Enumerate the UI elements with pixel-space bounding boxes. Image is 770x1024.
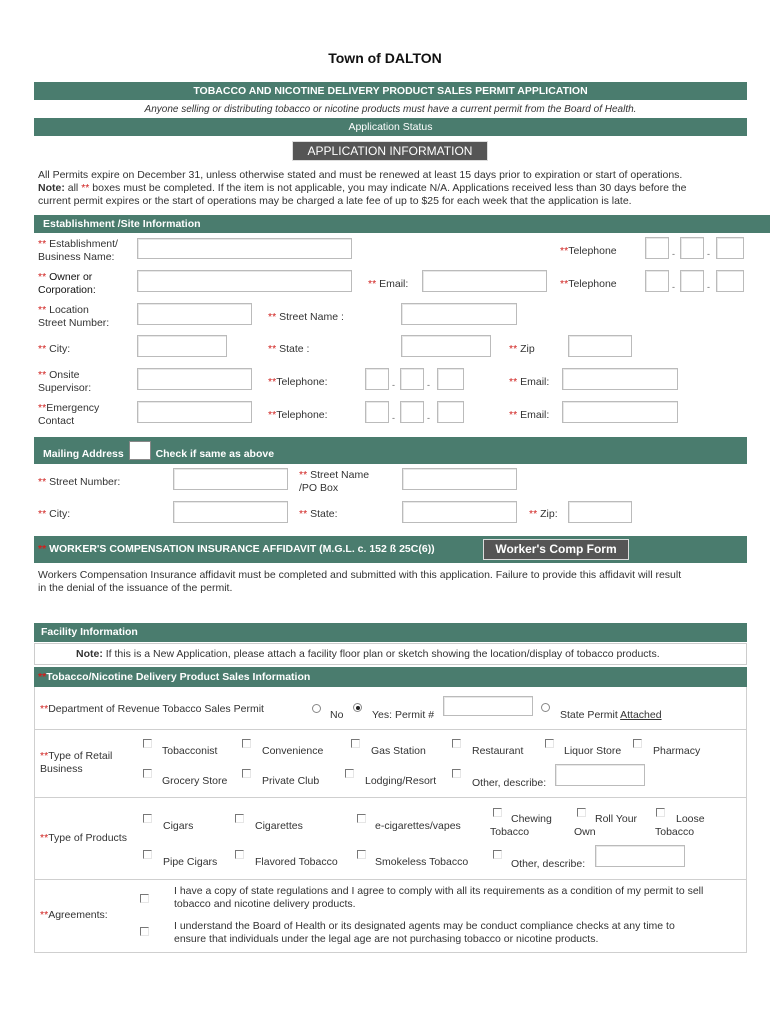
cigars-label: Cigars xyxy=(163,820,194,832)
label-text: Corporation: xyxy=(38,284,96,296)
dash: - xyxy=(392,413,395,423)
e-cigarettes-checkbox[interactable] xyxy=(357,814,366,823)
label-text: Email: xyxy=(517,409,550,421)
same-as-above-label: Check if same as above xyxy=(155,448,275,460)
tobacconist-label: Tobacconist xyxy=(162,745,218,757)
label-text: I understand the Board of Health or its designated agents may be conduct compliance checks at any time to xyxy=(174,920,675,932)
facility-note-row xyxy=(34,643,747,665)
dor-yes-label: Yes: Permit # xyxy=(372,709,435,721)
dash: - xyxy=(672,282,675,292)
required-marker: ** xyxy=(299,508,308,520)
street-name-label xyxy=(268,311,344,324)
label-text: ensure that individuals under the legal age are not purchasing tobacco or nicotine products. xyxy=(174,933,599,945)
cigarettes-checkbox[interactable] xyxy=(235,814,244,823)
label-text: Street Number: xyxy=(46,476,121,488)
dor-yes-radio[interactable] xyxy=(353,703,362,712)
label-text: /PO Box xyxy=(299,482,339,494)
section-border-left xyxy=(34,687,35,952)
facility-header xyxy=(34,623,747,642)
section-divider xyxy=(34,879,747,880)
label-text: Tobacco xyxy=(490,826,530,838)
onsite-telephone-label xyxy=(268,376,328,389)
label-text: Agreements: xyxy=(48,909,108,921)
mailing-state-input[interactable] xyxy=(402,501,517,523)
dor-no-label: No xyxy=(330,709,344,721)
pipe-cigars-checkbox[interactable] xyxy=(143,850,152,859)
flavored-tobacco-checkbox[interactable] xyxy=(235,850,244,859)
label-text: State : xyxy=(276,343,310,355)
label-text: Zip xyxy=(517,343,535,355)
owner-phone-line[interactable] xyxy=(716,270,744,292)
owner-label xyxy=(38,271,96,297)
onsite-phone-line[interactable] xyxy=(437,368,464,390)
mailing-street-name-label xyxy=(299,469,369,495)
agreement-regulations-text xyxy=(174,885,703,911)
liquor-store-checkbox[interactable] xyxy=(545,739,554,748)
mailing-address-header xyxy=(34,437,747,464)
city-label xyxy=(38,343,70,356)
required-marker: ** xyxy=(38,543,47,555)
e-cigarettes-label: e-cigarettes/vapes xyxy=(375,820,461,832)
dash: - xyxy=(427,413,430,423)
label-text: Own xyxy=(574,826,596,838)
state-input[interactable] xyxy=(401,335,491,357)
label-text: Onsite xyxy=(46,369,80,381)
facility-note-label: Note: xyxy=(76,648,103,660)
owner-telephone-label xyxy=(560,278,617,291)
workers-comp-text-2: in the denial of the issuance of the permit. xyxy=(38,582,233,594)
workers-comp-title: WORKER'S COMPENSATION INSURANCE AFFIDAVIT (M.G.L. c. 152 ß 25C(6)) xyxy=(46,543,435,555)
label-text: Tobacco xyxy=(655,826,695,838)
label-text: State: xyxy=(307,508,338,520)
mailing-street-number-label xyxy=(38,476,120,489)
agreements-label xyxy=(40,909,108,922)
dash: - xyxy=(392,380,395,390)
required-marker: ** xyxy=(40,703,49,715)
product-other-label: Other, describe: xyxy=(511,858,586,870)
required-marker: ** xyxy=(38,508,47,520)
retail-other-label: Other, describe: xyxy=(472,777,547,789)
business-name-label xyxy=(38,238,118,264)
required-marker: ** xyxy=(40,832,49,844)
street-name-input[interactable] xyxy=(401,303,517,325)
required-marker: ** xyxy=(38,271,47,283)
lodging-resort-checkbox[interactable] xyxy=(345,769,354,778)
label-text: Email: xyxy=(376,278,409,290)
mailing-city-input[interactable] xyxy=(173,501,288,523)
required-marker: ** xyxy=(38,402,47,414)
telephone-label xyxy=(560,245,617,258)
product-other-checkbox[interactable] xyxy=(493,850,502,859)
label-text: Contact xyxy=(38,415,75,427)
required-marker: ** xyxy=(38,238,47,250)
label-text: I have a copy of state regulations and I agree to comply with all its requirements as a condition of my permit to sell xyxy=(174,885,704,897)
section-border-right xyxy=(746,687,747,952)
pharmacy-label: Pharmacy xyxy=(653,745,701,757)
liquor-store-label: Liquor Store xyxy=(564,745,622,757)
establishment-header xyxy=(34,215,770,233)
label-text: State Permit xyxy=(560,709,621,721)
label-text: Telephone: xyxy=(276,409,328,421)
dash: - xyxy=(707,282,710,292)
product-type-label xyxy=(40,832,127,845)
smokeless-tobacco-checkbox[interactable] xyxy=(357,850,366,859)
onsite-supervisor-input[interactable] xyxy=(137,368,252,390)
state-label xyxy=(268,343,309,356)
required-marker: ** xyxy=(268,376,277,388)
emergency-contact-input[interactable] xyxy=(137,401,252,423)
mailing-city-label xyxy=(38,508,70,521)
business-phone-prefix[interactable] xyxy=(680,237,704,259)
intro-line-3: current permit expires or the start of operations may be charged a late fee of up to $25 for each week that the application is late. xyxy=(38,195,632,207)
required-marker: ** xyxy=(529,508,538,520)
page-title: Town of DALTON xyxy=(328,50,442,66)
section-divider xyxy=(34,952,747,953)
onsite-phone-area[interactable] xyxy=(365,368,389,390)
required-marker: ** xyxy=(368,278,377,290)
mailing-street-number-input[interactable] xyxy=(173,468,288,490)
private-club-checkbox[interactable] xyxy=(242,769,251,778)
convenience-label: Convenience xyxy=(262,745,324,757)
label-text: Telephone xyxy=(568,245,617,257)
business-phone-area[interactable] xyxy=(645,237,669,259)
required-marker: ** xyxy=(560,278,569,290)
label-text: Email: xyxy=(517,376,550,388)
application-status-bar xyxy=(34,118,747,136)
label-text: Telephone: xyxy=(276,376,328,388)
state-permit-radio[interactable] xyxy=(541,703,550,712)
required-marker: ** xyxy=(38,369,47,381)
restaurant-label: Restaurant xyxy=(472,745,524,757)
label-text: City: xyxy=(46,508,71,520)
form-title: TOBACCO AND NICOTINE DELIVERY PRODUCT SALES PERMIT APPLICATION xyxy=(193,85,588,97)
owner-phone-prefix[interactable] xyxy=(680,270,704,292)
onsite-supervisor-label xyxy=(38,369,91,395)
agreement-compliance-text xyxy=(174,920,675,946)
pipe-cigars-label: Pipe Cigars xyxy=(163,856,218,868)
pharmacy-checkbox[interactable] xyxy=(633,739,642,748)
roll-your-own-label xyxy=(574,813,637,839)
agreement-regulations-checkbox[interactable] xyxy=(140,894,149,903)
smokeless-tobacco-label: Smokeless Tobacco xyxy=(375,856,469,868)
required-marker: ** xyxy=(268,311,277,323)
required-marker: ** xyxy=(299,469,308,481)
label-text: Business Name: xyxy=(38,251,115,263)
zip-input[interactable] xyxy=(568,335,632,357)
label-text: Type of Products xyxy=(48,832,127,844)
label-text: Type of Retail xyxy=(48,750,113,762)
required-marker: ** xyxy=(38,476,47,488)
label-text: Chewing xyxy=(511,813,552,825)
required-marker: ** xyxy=(38,304,47,316)
label-text: Business xyxy=(40,763,83,775)
label-text: Street Name xyxy=(307,469,370,481)
label-text: Loose xyxy=(676,813,705,825)
label-text: Owner or xyxy=(46,271,93,283)
owner-email-input[interactable] xyxy=(422,270,547,292)
emergency-telephone-label xyxy=(268,409,328,422)
onsite-email-label xyxy=(509,376,549,389)
location-label xyxy=(38,304,109,330)
emergency-email-input[interactable] xyxy=(562,401,678,423)
street-number-input[interactable] xyxy=(137,303,252,325)
intro-text-a: all xyxy=(64,182,82,194)
required-marker: ** xyxy=(560,245,569,257)
dash: - xyxy=(427,380,430,390)
flavored-tobacco-label: Flavored Tobacco xyxy=(255,856,338,868)
delivery-sales-header xyxy=(34,667,747,687)
label-text: Street Number: xyxy=(38,317,110,329)
business-name-input[interactable] xyxy=(137,238,352,259)
required-marker: ** xyxy=(509,409,518,421)
gas-station-checkbox[interactable] xyxy=(351,739,360,748)
facility-header-label: Facility Information xyxy=(41,626,138,638)
form-title-bar xyxy=(34,82,747,100)
label-text: Supervisor: xyxy=(38,382,92,394)
cigarettes-label: Cigarettes xyxy=(255,820,303,832)
emergency-phone-prefix[interactable] xyxy=(400,401,424,423)
application-information-button[interactable]: APPLICATION INFORMATION xyxy=(292,141,488,161)
required-marker: ** xyxy=(38,671,47,683)
permit-number-input[interactable] xyxy=(443,696,533,716)
product-other-input[interactable] xyxy=(595,845,685,867)
restaurant-checkbox[interactable] xyxy=(452,739,461,748)
required-marker: ** xyxy=(40,909,49,921)
retail-type-label xyxy=(40,750,112,776)
label-text: Telephone xyxy=(568,278,617,290)
mailing-street-name-input[interactable] xyxy=(402,468,517,490)
intro-line-1: All Permits expire on December 31, unless otherwise stated and must be renewed at least 15 days prior to expiration or start of operations. xyxy=(38,169,683,181)
dor-permit-label xyxy=(40,703,264,716)
onsite-email-input[interactable] xyxy=(562,368,678,390)
required-marker: ** xyxy=(40,750,49,762)
application-status: Application Status xyxy=(348,121,433,133)
establishment-header-label: Establishment /Site Information xyxy=(43,218,201,230)
mailing-state-label xyxy=(299,508,338,521)
workers-comp-header xyxy=(34,536,747,563)
mailing-zip-input[interactable] xyxy=(568,501,632,523)
label-text: Street Name : xyxy=(276,311,344,323)
emergency-contact-label xyxy=(38,402,99,428)
tobacconist-checkbox[interactable] xyxy=(143,739,152,748)
emergency-phone-area[interactable] xyxy=(365,401,389,423)
label-text: Emergency xyxy=(46,402,100,414)
section-divider xyxy=(34,729,747,730)
onsite-phone-prefix[interactable] xyxy=(400,368,424,390)
label-text: Establishment/ xyxy=(46,238,118,250)
workers-comp-form-button[interactable]: Worker's Comp Form xyxy=(483,539,629,560)
convenience-checkbox[interactable] xyxy=(242,739,251,748)
label-text: City: xyxy=(46,343,71,355)
required-marker: ** xyxy=(268,409,277,421)
required-marker: ** xyxy=(38,343,47,355)
zip-label xyxy=(509,343,535,356)
required-marker: ** xyxy=(509,376,518,388)
label-text: Location xyxy=(46,304,89,316)
required-marker: ** xyxy=(268,343,277,355)
intro-line-2 xyxy=(38,182,758,195)
delivery-sales-title: Tobacco/Nicotine Delivery Product Sales Information xyxy=(46,671,311,683)
dor-no-radio[interactable] xyxy=(312,704,321,713)
workers-comp-text-1: Workers Compensation Insurance affidavit must be completed and submitted with this application. Failure to provide this affidavit will result xyxy=(38,569,682,581)
emergency-email-label xyxy=(509,409,549,422)
grocery-store-checkbox[interactable] xyxy=(143,769,152,778)
owner-email-label xyxy=(368,278,408,291)
dash: - xyxy=(672,249,675,259)
same-as-above-checkbox[interactable] xyxy=(129,441,151,460)
cigars-checkbox[interactable] xyxy=(143,814,152,823)
intro-text-b: boxes must be completed. If the item is not applicable, you may indicate N/A. Applications received less than 30 days before the xyxy=(89,182,687,194)
intro-note-label: Note: xyxy=(38,182,65,194)
gas-station-label: Gas Station xyxy=(371,745,426,757)
city-input[interactable] xyxy=(137,335,227,357)
label-text: Roll Your xyxy=(595,813,638,825)
label-text: tobacco and nicotine delivery products. xyxy=(174,898,356,910)
subtitle: Anyone selling or distributing tobacco or nicotine products must have a current permit from the Board of Health. xyxy=(144,104,637,115)
label-text: Zip: xyxy=(537,508,558,520)
owner-phone-area[interactable] xyxy=(645,270,669,292)
state-permit-label xyxy=(560,709,662,722)
private-club-label: Private Club xyxy=(262,775,320,787)
loose-tobacco-label xyxy=(655,813,705,839)
label-text: Department of Revenue Tobacco Sales Permit xyxy=(48,703,264,715)
lodging-resort-label: Lodging/Resort xyxy=(365,775,437,787)
chewing-tobacco-label xyxy=(490,813,552,839)
owner-input[interactable] xyxy=(137,270,352,292)
required-marker: ** xyxy=(81,182,90,194)
dash: - xyxy=(707,249,710,259)
agreement-compliance-checkbox[interactable] xyxy=(140,927,149,936)
emergency-phone-line[interactable] xyxy=(437,401,464,423)
section-divider xyxy=(34,797,747,798)
mailing-address-title: Mailing Address xyxy=(43,448,124,460)
grocery-store-label: Grocery Store xyxy=(162,775,228,787)
retail-other-input[interactable] xyxy=(555,764,645,786)
business-phone-line[interactable] xyxy=(716,237,744,259)
attached-link[interactable]: Attached xyxy=(620,709,662,721)
facility-note-text: If this is a New Application, please attach a facility floor plan or sketch showing the location/display of tobacco products. xyxy=(102,648,660,660)
retail-other-checkbox[interactable] xyxy=(452,769,461,778)
mailing-zip-label xyxy=(529,508,558,521)
required-marker: ** xyxy=(509,343,518,355)
